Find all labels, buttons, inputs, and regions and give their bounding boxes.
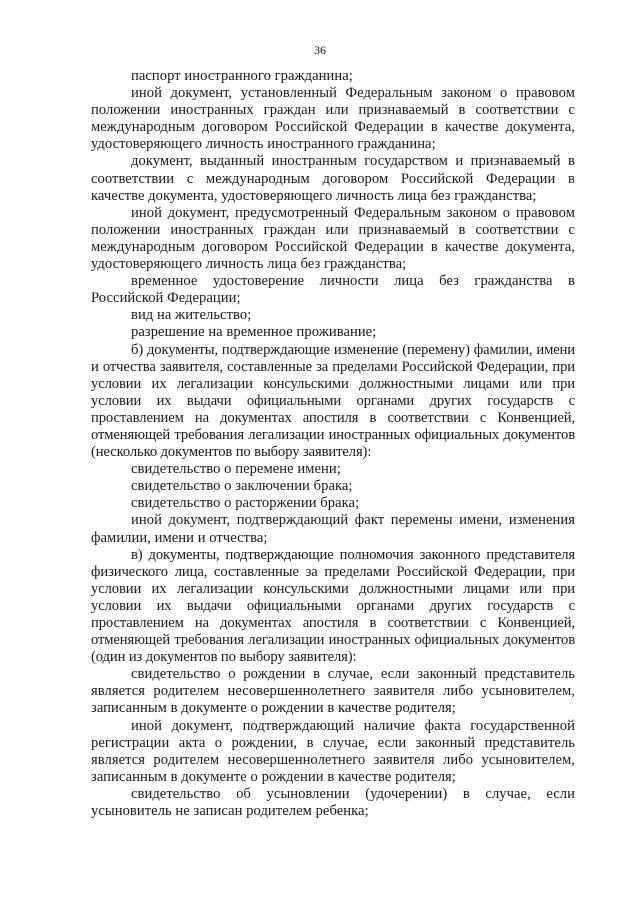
paragraph-foreign-state-document: документ, выданный иностранным государством и признаваемый в соответствии с международным договором Российской Федерации в качестве документа, удостоверяющего личность лица без гражданства; bbox=[91, 153, 575, 204]
paragraph-item-b: б) документы, подтверждающие изменение (перемену) фамилии, имени и отчества заявителя, составленные за пределами Российской Федерации, при условии их легализации консульскими должностными лицами или при условии их выдачи официальными органами других государств с проставлением на документах апостиля в соответствии с Конвенцией, отменяющей требования легализации иностранных официальных документов (несколько документов по выбору заявителя): bbox=[91, 341, 575, 461]
paragraph-item-v: в) документы, подтверждающие полномочия законного представителя физического лица, составленные за пределами Российской Федерации, при условии их легализации консульскими должностными лицами или при условии их выдачи официальными органами других государств с проставлением на документах апостиля в соответствии с Конвенцией, отменяющей требования легализации иностранных официальных документов (один из документов по выбору заявителя): bbox=[91, 546, 575, 666]
paragraph-other-document-stateless: иной документ, предусмотренный Федеральным законом о правовом положении иностранных граждан или признаваемый в соответствии с международным договором Российской Федерации в качестве документа, удостоверяющего личность лица без гражданства; bbox=[91, 204, 575, 273]
paragraph-temporary-residence: разрешение на временное проживание; bbox=[131, 324, 377, 341]
paragraph-divorce-certificate: свидетельство о расторжении брака; bbox=[131, 495, 360, 512]
paragraph-birth-registration-document: иной документ, подтверждающий наличие факта государственной регистрации акта о рождении, в случае, если законный представитель является родителем несовершеннолетнего заявителя либо усыновителем, записанным в документе о рождении в качестве родителя; bbox=[91, 717, 575, 785]
page-number: 36 bbox=[314, 43, 326, 57]
paragraph-other-name-change-document: иной документ, подтверждающий факт перемены имени, изменения фамилии, имени и отчества; bbox=[91, 512, 575, 546]
paragraph-birth-certificate: свидетельство о рождении в случае, если законный представитель является родителем несовершеннолетнего заявителя либо усыновителем, записанным в документе о рождении в качестве родителя; bbox=[91, 666, 575, 717]
paragraph-name-change-certificate: свидетельство о перемене имени; bbox=[131, 461, 341, 478]
paragraph-residence-permit: вид на жительство; bbox=[131, 307, 252, 324]
paragraph-temporary-id: временное удостоверение личности лица без гражданства в Российской Федерации; bbox=[91, 273, 575, 307]
paragraph-other-document-foreign-citizen: иной документ, установленный Федеральным законом о правовом положении иностранных граждан или признаваемый в соответствии с международным договором Российской Федерации в качестве документа, удостоверяющего личность иностранного гражданина; bbox=[91, 85, 575, 153]
document-body bbox=[91, 68, 575, 820]
paragraph-adoption-certificate: свидетельство об усыновлении (удочерении) в случае, если усыновитель не записан родителем ребенка; bbox=[91, 785, 575, 820]
paragraph-marriage-certificate: свидетельство о заключении брака; bbox=[131, 478, 353, 495]
paragraph-passport: паспорт иностранного гражданина; bbox=[131, 68, 353, 84]
